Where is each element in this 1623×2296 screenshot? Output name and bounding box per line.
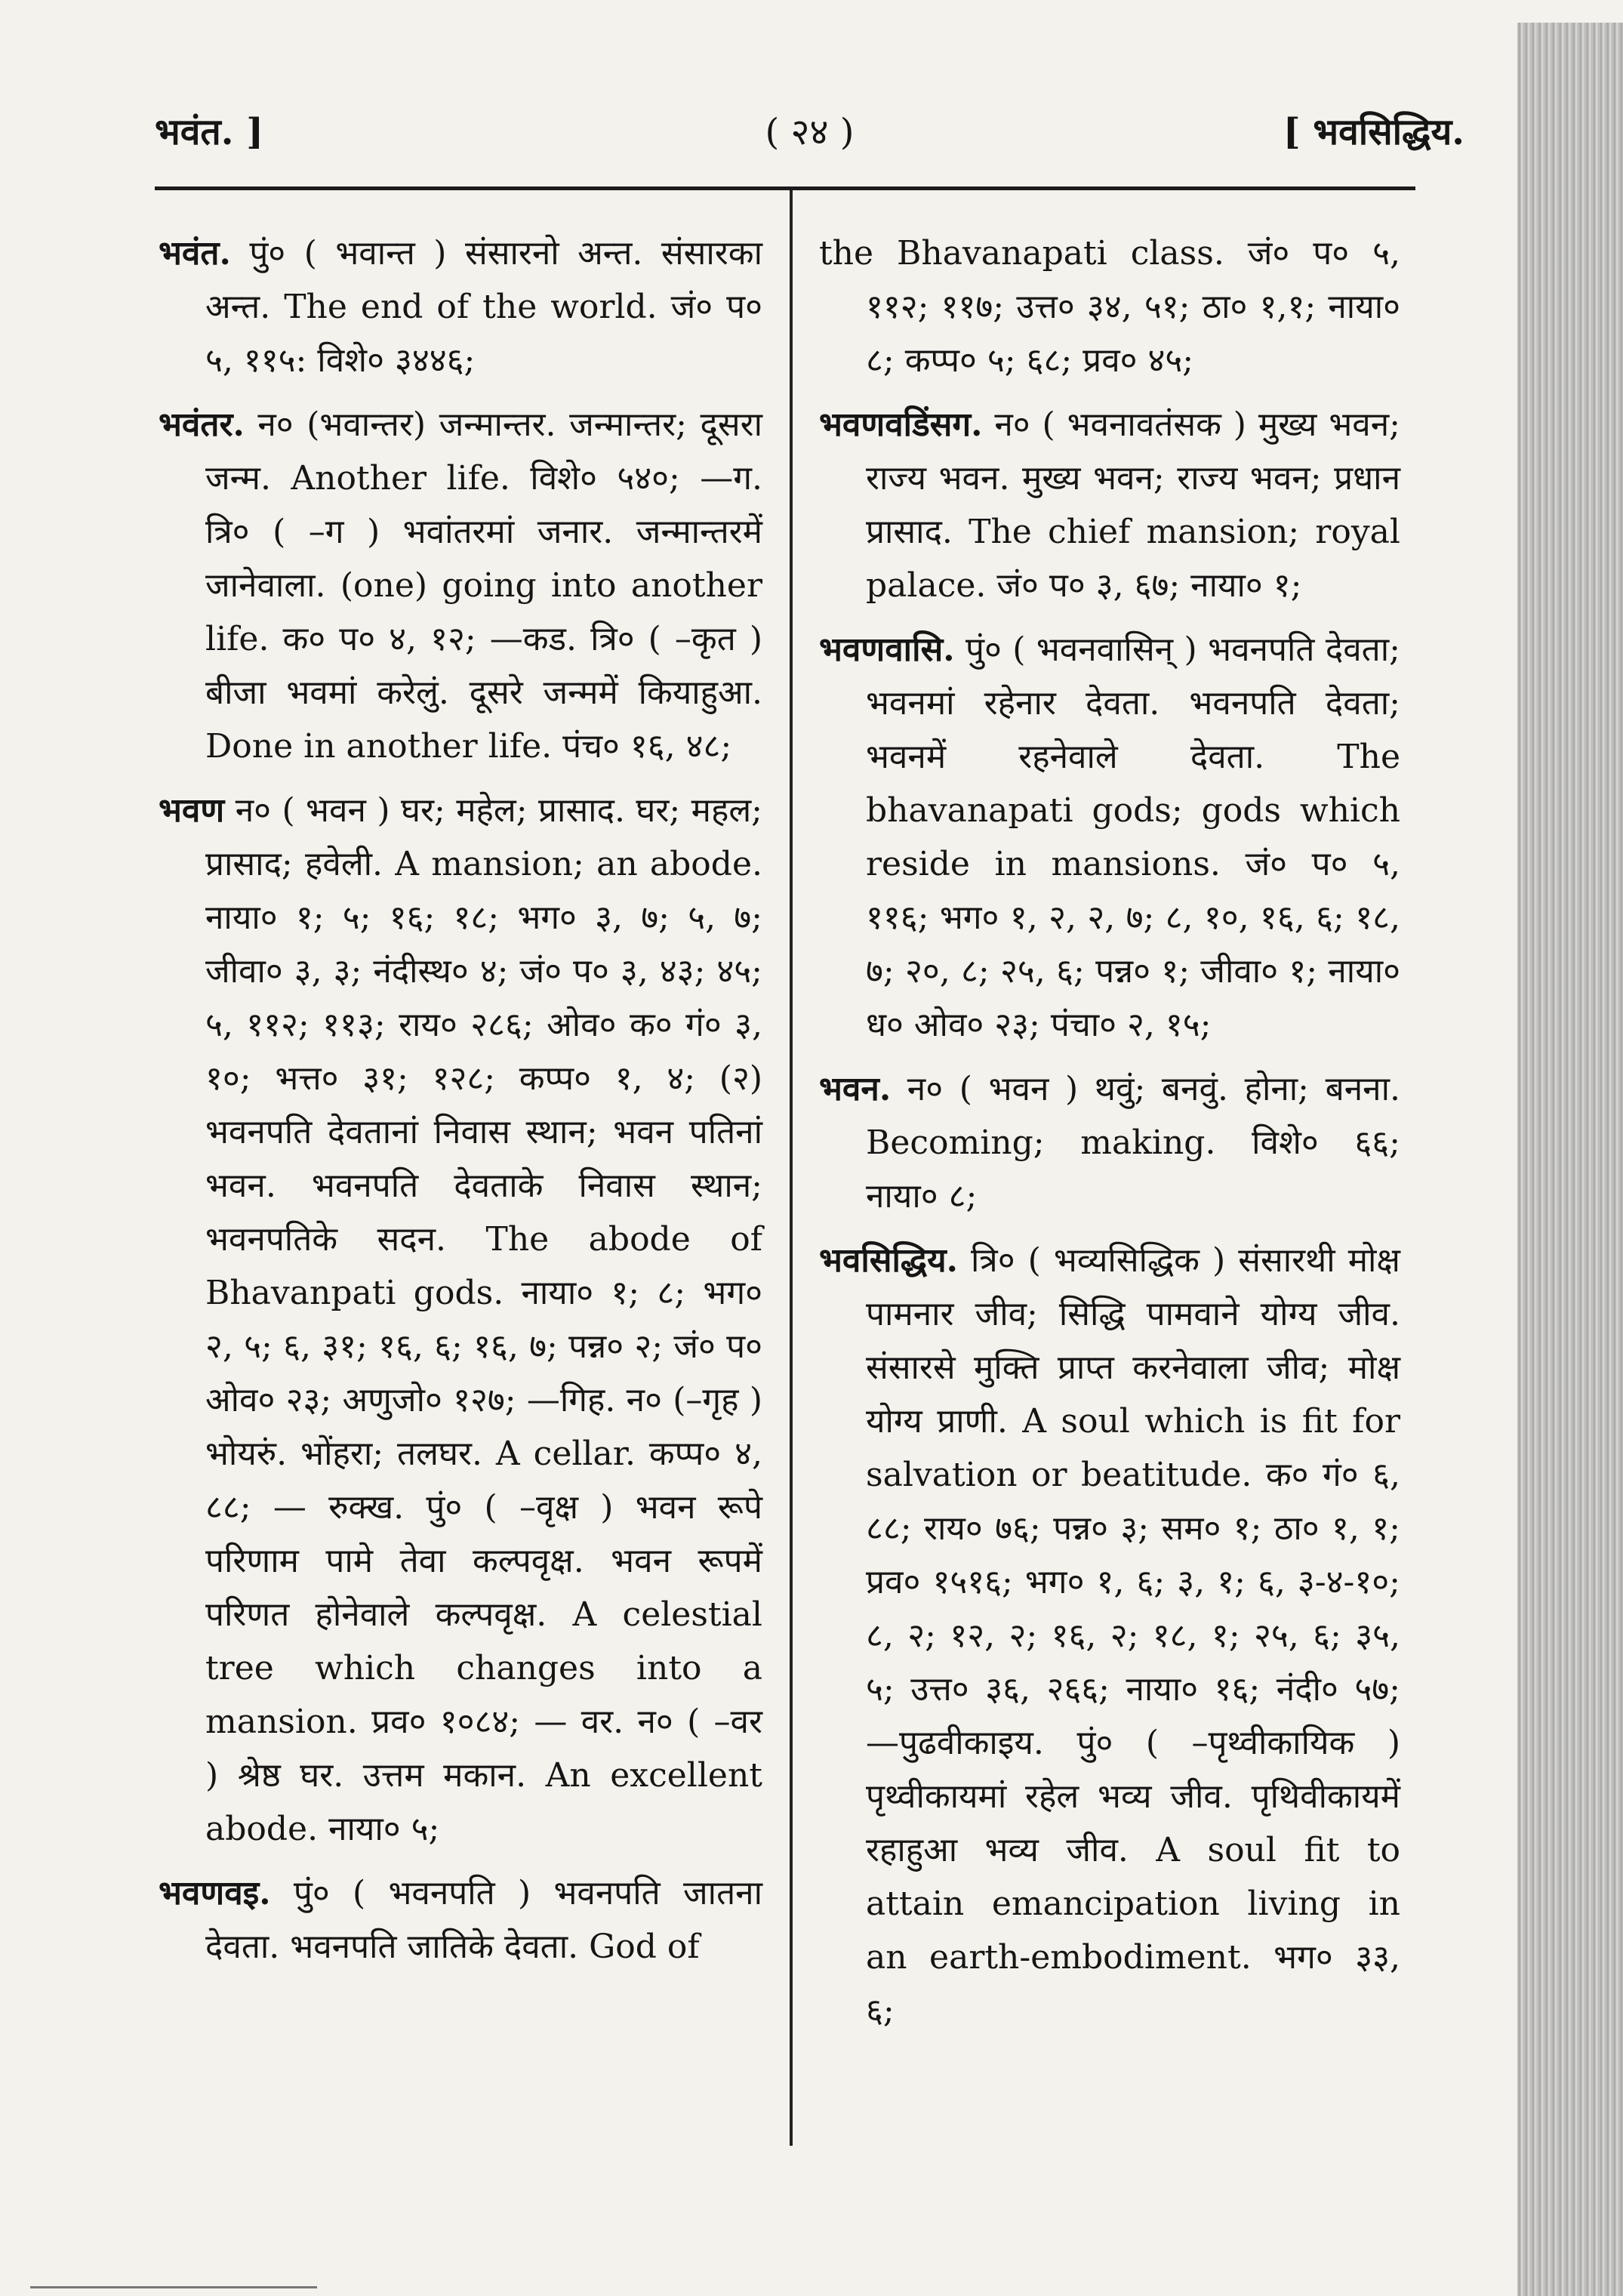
running-head-right: [ भवसिद्धिय. [1283, 111, 1464, 153]
entry-headword: भवणवासि. [819, 630, 955, 669]
entry-body: पुं० ( भवनपति ) भवनपति जातना देवता. भवनपति जातिके देवता. God of [205, 1874, 762, 1966]
entry-headword: भवणवइ. [159, 1874, 271, 1912]
entry-body: न० ( भवन ) थवुं; बनवुं. होना; बनना. Becoming; making. विशे० ६६; नाया० ८; [866, 1070, 1400, 1216]
dictionary-entry [159, 227, 762, 387]
entry-headword: भवंत. [159, 234, 231, 273]
dictionary-entry [819, 1062, 1400, 1223]
entry-headword: भवन. [819, 1070, 892, 1108]
running-head-left: भवंत. ] [155, 111, 263, 153]
left-column [159, 227, 762, 1984]
page-number: ( २४ ) [765, 111, 855, 153]
entry-body: the Bhavanapati class. जं० प० ५, ११२; ११७; उत्त० ३४, ५१; ठा० १,१; नाया० ८; कप्प० ५; ६८; प्रव० ४५; [819, 234, 1400, 380]
dictionary-entry [159, 784, 762, 1856]
header-rule [155, 186, 1415, 190]
column-divider [790, 190, 793, 2146]
entry-headword: भवंतर. [159, 405, 245, 444]
dictionary-entry [819, 1234, 1400, 2038]
dictionary-entry [819, 398, 1400, 612]
entry-body: पुं० ( भवनवासिन् ) भवनपति देवता; भवनमां रहेनार देवता. भवनपति देवता; भवनमें रहनेवाले देवता. The bhavanapati gods; gods which reside in mansions. जं० प० ५, ११६; भग० १, २, २, ७; ८, १०, १६, ६; १८, ७; २०, ८; २५, ६; पन्न० १; जीवा० १; नाया० ध० ओव० २३; पंचा० २, १५; [866, 630, 1400, 1044]
bottom-rule [30, 2286, 317, 2288]
entry-body: त्रि० ( भव्यसिद्धिक ) संसारथी मोक्ष पामनार जीव; सिद्धि पामवाने योग्य जीव. संसारसे मुक्ति प्राप्त करनेवाला जीव; मोक्ष योग्य प्राणी. A soul which is fit for salvation or beatitude. क० गं० ६, ८८; राय० ७६; पन्न० ३; सम० १; ठा० १, १; प्रव० १५१६; भग० १, ६; ३, १; ६, ३-४-१०; ८, २; १२, २; १६, २; १८, १; २५, ६; ३५, ५; उत्त० ३६, २६६; नाया० १६; नंदी० ५७; —पुढवीकाइय. पुं० ( –पृथ्वीकायिक ) पृथ्वीकायमां रहेल भव्य जीव. पृथिवीकायमें रहाहुआ भव्य जीव. A soul fit to attain emancipation living in an earth-embodiment. भग० ३३, ६; [866, 1241, 1400, 2030]
right-column [819, 227, 1400, 2048]
dictionary-entry-continued [819, 227, 1400, 387]
dictionary-entry [159, 398, 762, 773]
entry-body: न० (भवान्तर) जन्मान्तर. जन्मान्तर; दूसरा जन्म. Another life. विशे० ५४०; —ग. त्रि० ( –ग ) भवांतरमां जनार. जन्मान्तरमें जानेवाला. (one) going into another life. क० प० ४, १२; —कड. त्रि० ( –कृत ) बीजा भवमां करेलुं. दूसरे जन्ममें कियाहुआ. Done in another life. पंच० १६, ४८; [205, 405, 762, 766]
entry-body: न० ( भवन ) घर; महेल; प्रासाद. घर; महल; प्रासाद; हवेली. A mansion; an abode. नाया० १; ५; १६; १८; भग० ३, ७; ५, ७; जीवा० ३, ३; नंदीस्थ० ४; जं० प० ३, ४३; ४५; ५, ११२; ११३; राय० २८६; ओव० क० गं० ३, १०; भत्त० ३१; १२८; कप्प० १, ४; (२) भवनपति देवतानां निवास स्थान; भवन पतिनां भवन. भवनपति देवताके निवास स्थान; भवनपतिके सदन. The abode of Bhavanpati gods. नाया० १; ८; भग० २, ५; ६, ३१; १६, ६; १६, ७; पन्न० २; जं० प० ओव० २३; अणुजो० १२७; —गिह. न० (–गृह ) भोयरुं. भोंहरा; तलघर. A cellar. कप्प० ४, ८८; — रुक्ख. पुं० ( –वृक्ष ) भवन रूपे परिणाम पामे तेवा कल्पवृक्ष. भवन रूपमें परिणत होनेवाले कल्पवृक्ष. A celestial tree which changes into a mansion. प्रव० १०८४; — वर. न० ( –वर ) श्रेष्ठ घर. उत्तम मकान. An excellent abode. नाया० ५; [205, 791, 762, 1848]
page-edge-shadow [1517, 23, 1623, 2296]
running-head [155, 106, 1464, 159]
dictionary-entry [159, 1866, 762, 1974]
entry-headword: भवसिद्धिय. [819, 1241, 958, 1280]
entry-headword: भवण [159, 791, 225, 830]
dictionary-entry [819, 623, 1400, 1052]
entry-headword: भवणवडिंसग. [819, 405, 983, 444]
entry-body: न० ( भवनावतंसक ) मुख्य भवन; राज्य भवन. मुख्य भवन; राज्य भवन; प्रधान प्रासाद. The chief mansion; royal palace. जं० प० ३, ६७; नाया० १; [866, 405, 1400, 605]
entry-body: पुं० ( भवान्त ) संसारनो अन्त. संसारका अन्त. The end of the world. जं० प० ५, ११५: विशे० ३४४६; [205, 234, 762, 380]
